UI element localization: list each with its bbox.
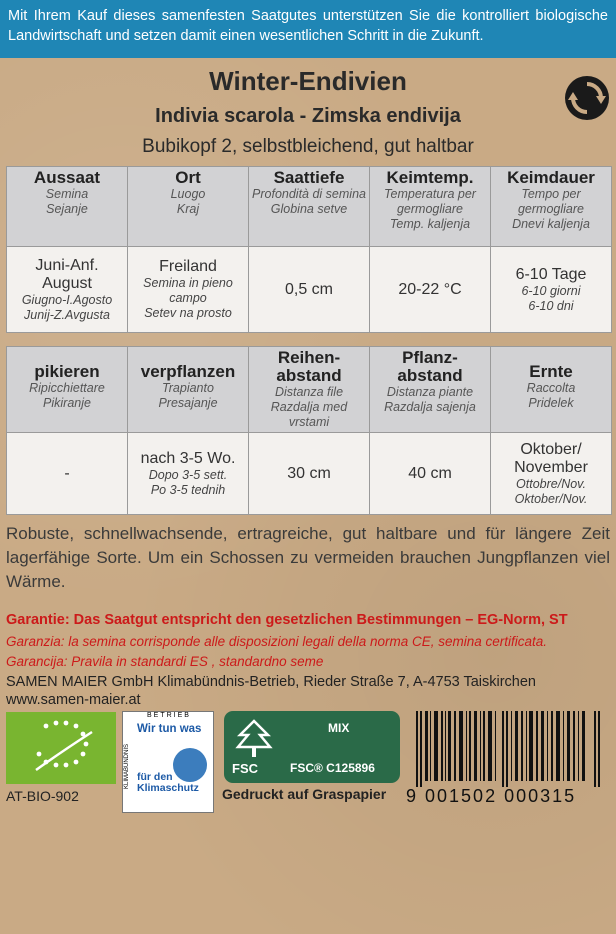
value-pikieren: - <box>7 433 128 515</box>
col-ernte: Ernte Raccolta Pridelek <box>491 347 612 433</box>
fsc-logo: MIX FSC FSC® C125896 <box>224 711 400 783</box>
barcode <box>414 711 606 797</box>
product-variety: Bubikopf 2, selbstbleichend, gut haltbar <box>142 136 474 157</box>
product-latin-name: Indivia scarola - Zimska endivija <box>155 105 461 127</box>
planting-table <box>6 346 612 515</box>
col-reihenabstand: Reihen-abstand Distanza file Razdalja med vrstami <box>249 347 370 433</box>
col-keimtemp: Keimtemp. Temperatura per germogliare Temp. kaljenja <box>370 167 491 247</box>
col-ort: Ort Luogo Kraj <box>128 167 249 247</box>
value-keimdauer: 6-10 Tage 6-10 giorni 6-10 dni <box>491 247 612 333</box>
company-website: www.samen-maier.at <box>6 692 141 708</box>
value-ernte: Oktober/ November Ottobre/Nov. Oktober/Nov. <box>491 433 612 515</box>
sowing-table <box>6 166 612 333</box>
col-aussaat: Aussaat Semina Sejanje <box>7 167 128 247</box>
value-pflanzabstand: 40 cm <box>370 433 491 515</box>
guarantee-de: Garantie: Das Saatgut entspricht den gesetzlichen Bestimmungen – EG-Norm, ST <box>6 612 568 628</box>
value-ort: Freiland Semina in pieno campo Setev na prosto <box>128 247 249 333</box>
col-pikieren: pikieren Ripicchiettare Pikiranje <box>7 347 128 433</box>
company-address: SAMEN MAIER GmbH Klimabündnis-Betrieb, Rieder Straße 7, A-4753 Taiskirchen <box>6 674 537 690</box>
value-reihenabstand: 30 cm <box>249 433 370 515</box>
col-verpflanzen: verpflanzen Trapianto Presajanje <box>128 347 249 433</box>
recycle-icon <box>565 76 609 120</box>
guarantee-sl: Garancija: Pravila in standardi ES , standardno seme <box>6 654 324 669</box>
info-banner: Mit Ihrem Kauf dieses samenfesten Saatgutes unterstützen Sie die kontrolliert biologische Landwirtschaft und setzen damit einen wesentlichen Schritt in die Zukunft. <box>0 0 616 58</box>
col-pflanzabstand: Pflanz-abstand Distanza piante Razdalja sajenja <box>370 347 491 433</box>
eu-organic-leaf-icon <box>6 712 116 784</box>
value-aussaat: Juni-Anf. August Giugno-I.Agosto Junij-Z.Avgusta <box>7 247 128 333</box>
col-keimdauer: Keimdauer Tempo per germogliare Dnevi kaljenja <box>491 167 612 247</box>
guarantee-it: Garanzia: la semina corrisponde alle disposizioni legali della norma CE, semina certificata. <box>6 634 548 649</box>
value-saattiefe: 0,5 cm <box>249 247 370 333</box>
eu-organic-code: AT-BIO-902 <box>6 788 79 804</box>
barcode-number: 9 001502 000315 <box>406 786 577 806</box>
value-keimtemp: 20-22 °C <box>370 247 491 333</box>
fsc-tree-icon <box>234 719 274 761</box>
klimabuendnis-logo: BETRIEB KLIMABÜNDNIS Wir tun was für den Klimaschutz <box>122 711 214 813</box>
value-verpflanzen: nach 3-5 Wo. Dopo 3-5 sett. Po 3-5 tednih <box>128 433 249 515</box>
product-description: Robuste, schnellwachsende, ertragreiche, gut haltbare und für längere Zeit lagerfähige Sorte. Um ein Schossen zu vermeiden brauchen Jungpflanzen viel Wärme. <box>6 524 610 591</box>
paper-note: Gedruckt auf Graspapier <box>222 786 387 802</box>
col-saattiefe: Saattiefe Profondità di semina Globina setve <box>249 167 370 247</box>
product-name: Winter-Endivien <box>209 66 407 96</box>
